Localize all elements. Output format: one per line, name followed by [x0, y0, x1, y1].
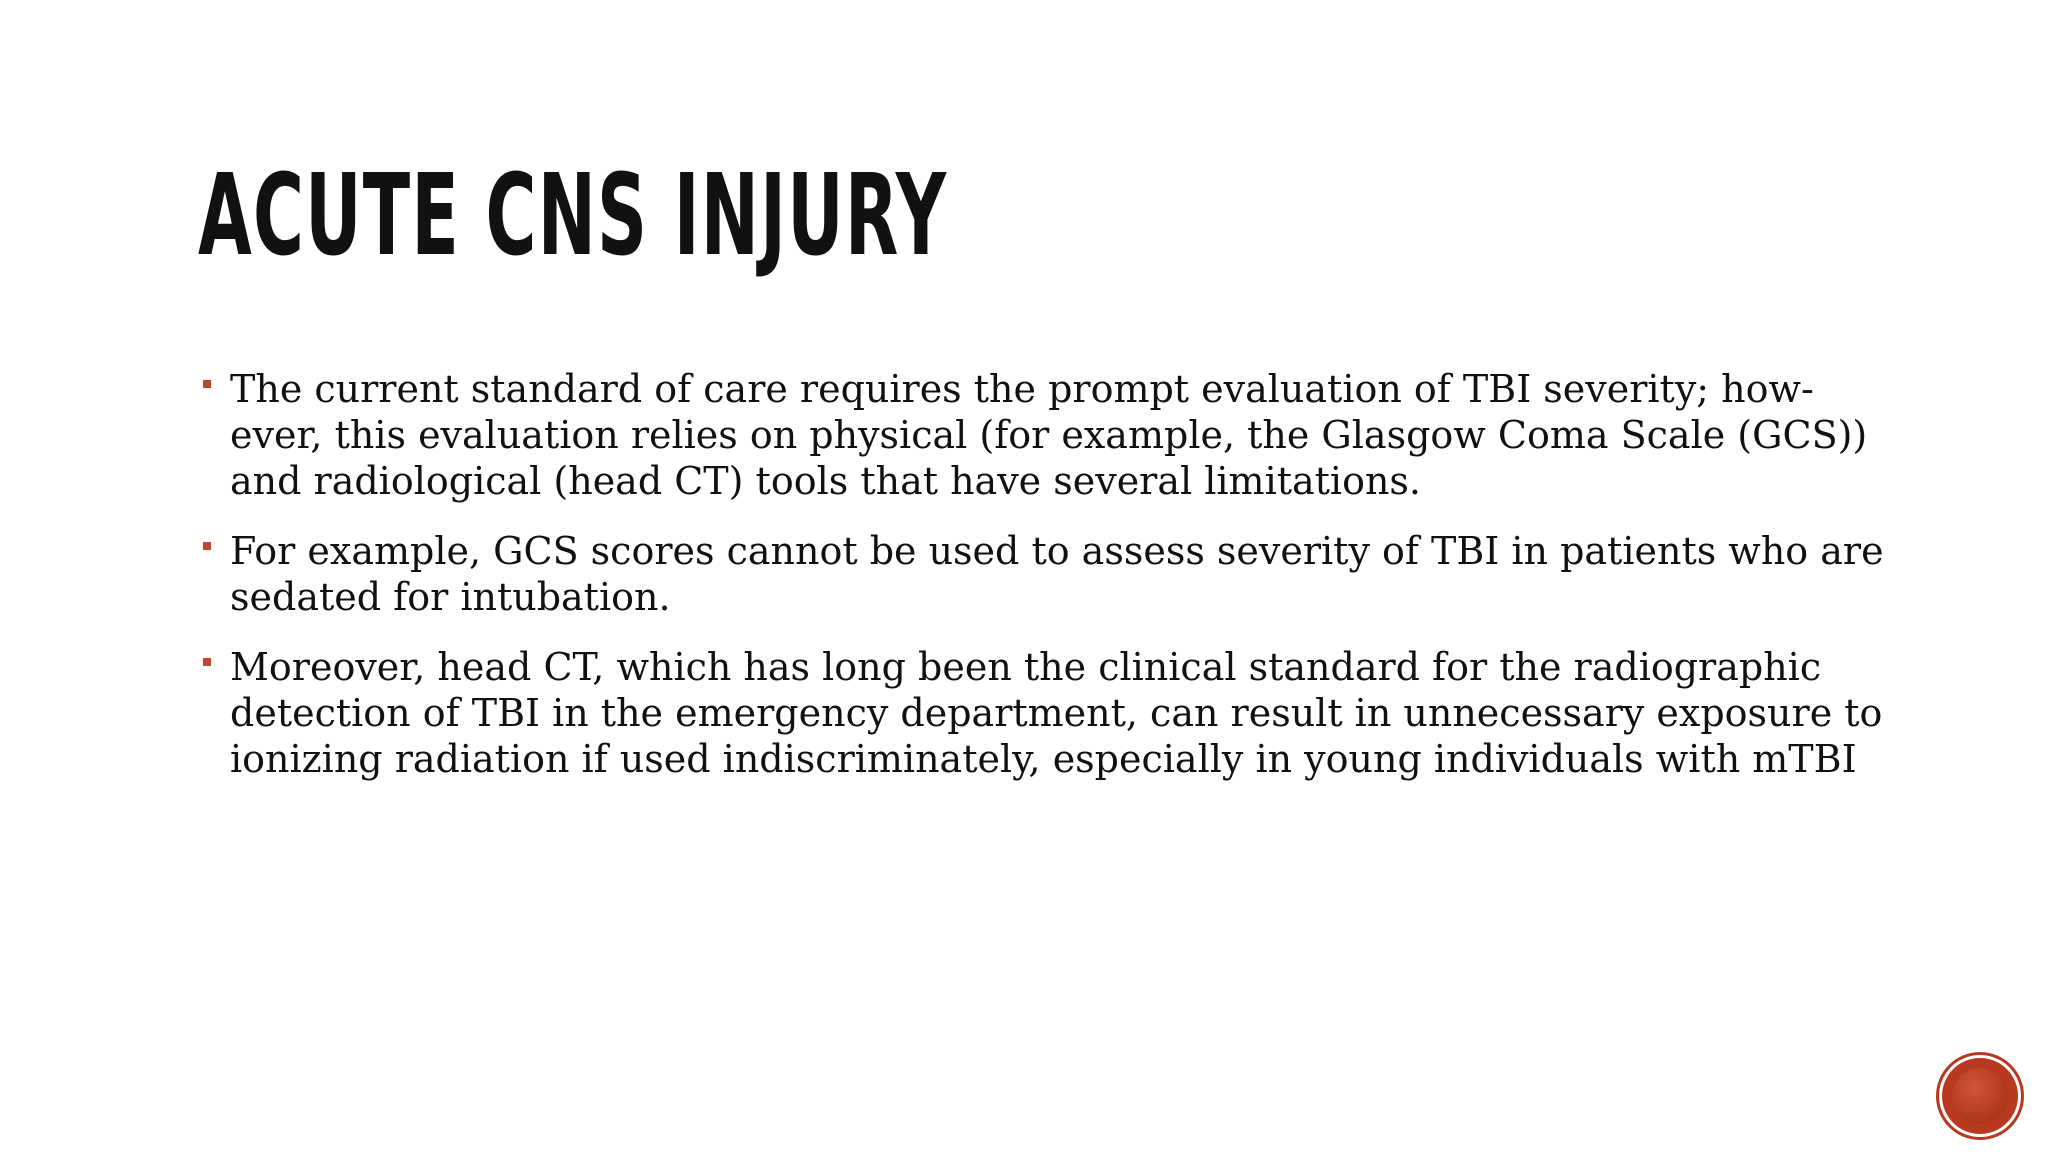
bullet-item [200, 528, 1900, 620]
bullet-marker-icon [203, 380, 211, 388]
bullet-list [200, 366, 1900, 806]
bullet-marker-icon [203, 542, 211, 550]
bullet-text: Moreover, head CT, which has long been the clinical standard for the radiographic detection of TBI in the emergency department, can result in unnecessary exposure to ionizing radiation if used indiscriminately, especially in young individuals with mTBI [230, 645, 1883, 781]
bullet-item [200, 644, 1900, 782]
decorative-circle-icon [1942, 1058, 2018, 1134]
bullet-text: The current standard of care requires the prompt evaluation of TBI severity; how-ever, this evaluation relies on physical (for example, the Glasgow Coma Scale (GCS)) and radiological (head CT) tools that have several limitations. [230, 367, 1868, 503]
bullet-text: For example, GCS scores cannot be used to assess severity of TBI in patients who are sedated for intubation. [230, 529, 1884, 619]
bullet-marker-icon [203, 658, 211, 666]
slide-title: ACUTE CNS INJURY [198, 151, 948, 281]
bullet-item [200, 366, 1900, 504]
